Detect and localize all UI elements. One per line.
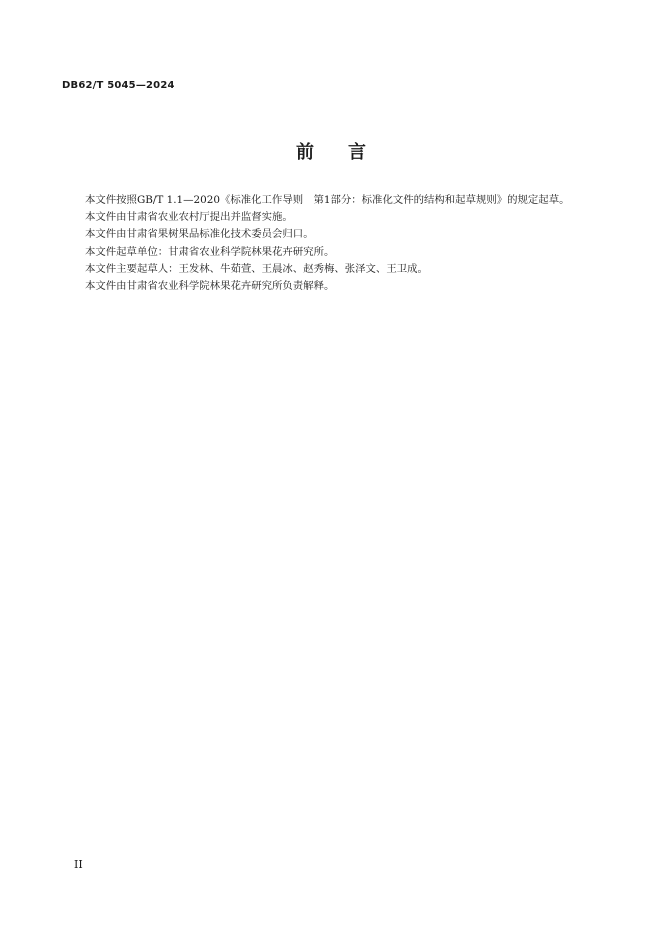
paragraph-drafters: 本文件主要起草人：王发林、牛茹萱、王晨冰、赵秀梅、张泽文、王卫成。 — [85, 262, 428, 275]
paragraph-drafting-basis: 本文件按照GB/T 1.1—2020《标准化工作导则 第1部分：标准化文件的结构和起草规则》的规定起草。 — [85, 194, 570, 206]
page-title: 前言 — [296, 142, 400, 163]
paragraph-technical-committee: 本文件由甘肃省果树果品标准化技术委员会归口。 — [85, 228, 314, 241]
foreword-body — [64, 192, 588, 295]
document-code: DB62/T 5045—2024 — [62, 80, 175, 91]
paragraph-drafting-unit: 本文件起草单位：甘肃省农业科学院林果花卉研究所。 — [85, 245, 335, 258]
paragraph-proposer: 本文件由甘肃省农业农村厅提出并监督实施。 — [85, 211, 293, 224]
paragraph-interpretation: 本文件由甘肃省农业科学院林果花卉研究所负责解释。 — [85, 280, 335, 293]
page-number: II — [74, 858, 83, 871]
